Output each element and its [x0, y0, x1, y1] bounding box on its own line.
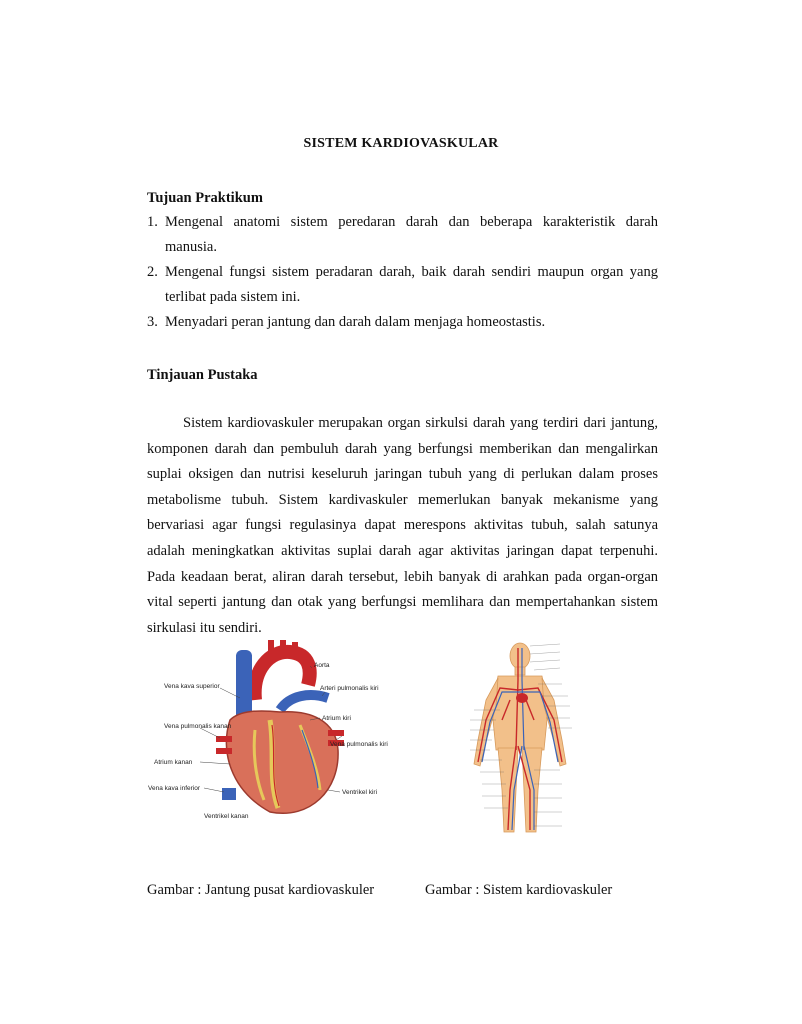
list-item: [147, 260, 658, 310]
heart-illustration: [148, 640, 390, 830]
objectives-list: [147, 210, 658, 335]
list-item-text: Menyadari peran jantung dan darah dalam menjaga homeostastis.: [165, 314, 546, 330]
label-vena-kava-inferior: Vena kava inferior: [148, 785, 201, 792]
label-ventrikel-kiri: Ventrikel kiri: [342, 789, 378, 796]
section-heading-tujuan: Tujuan Praktikum: [147, 190, 263, 206]
vena-kava-superior-shape: [236, 650, 252, 720]
label-ventrikel-kanan: Ventrikel kanan: [204, 813, 249, 820]
vena-kava-inferior-shape: [222, 788, 236, 800]
label-vena-pulmonalis-kiri: Vena pulmonalis kiri: [330, 741, 388, 748]
caption-heart: Gambar : Jantung pusat kardiovaskuler: [147, 882, 375, 898]
label-vena-pulmonalis-kanan: Vena pulmonalis kanan: [164, 723, 232, 730]
heart-diagram: [148, 640, 390, 830]
list-item: [147, 210, 658, 260]
body-diagram: [430, 640, 610, 840]
label-arteri-pulmonalis-kiri: Arteri pulmonalis kiri: [320, 685, 379, 692]
list-item-number: 3.: [147, 314, 158, 330]
label-vena-kava-superior: Vena kava superior: [164, 683, 220, 690]
vena-pulmonalis-shape: [216, 736, 232, 742]
list-item-number: 1.: [147, 214, 158, 230]
heart-mini-shape: [516, 693, 528, 703]
body-silhouette-shape: [474, 643, 566, 832]
list-item-text: Mengenal anatomi sistem peredaran darah dan beberapa karakteristik darah manusia.: [165, 214, 658, 255]
pulmonary-artery-shape: [280, 695, 328, 710]
page-title: SISTEM KARDIOVASKULAR: [303, 136, 499, 151]
list-item: [147, 310, 658, 335]
heart-body-shape: [226, 711, 338, 813]
body-paragraph: Sistem kardiovaskuler merupakan organ sirkulsi darah yang terdiri dari jantung, komponen darah dan pembuluh darah yang berfungsi memberikan dan mengalirkan suplai oksigen dan nutrisi keseluruh jaringan tubuh yang di perlukan dalam proses metabolisme tubuh. Sistem kardivaskuler memerlukan banyak mekanisme yang bervariasi agar fungsi regulasinya dapat merespons aktivitas tubuh, salah satunya adalah meningkatkan aktivitas suplai darah agar aktivitas jaringan dapat terpenuhi. Pada keadaan berat, aliran darah tersebut, lebih banyak di arahkan pada organ-organ vital seperti jantung dan otak yang berfungsi memlihara dan mempertahankan sistem sirkulasi itu sendiri.: [147, 415, 658, 636]
caption-body: Gambar : Sistem kardiovaskuler: [425, 882, 613, 898]
vena-pulmonalis-shape: [216, 748, 232, 754]
body-circulation-illustration: [430, 640, 610, 840]
label-atrium-kanan: Atrium kanan: [154, 759, 193, 766]
label-aorta: Aorta: [314, 662, 330, 669]
list-item-text: Mengenal fungsi sistem peradaran darah, baik darah sendiri maupun organ yang terlibat pada sistem ini.: [165, 264, 658, 305]
section-heading-tinjauan: Tinjauan Pustaka: [147, 367, 258, 383]
aorta-branch-shape: [280, 640, 286, 654]
label-atrium-kiri: Atrium kiri: [322, 715, 351, 722]
vena-pulmonalis-shape: [328, 730, 344, 736]
aorta-branch-shape: [268, 640, 274, 658]
list-item-number: 2.: [147, 264, 158, 280]
aorta-branch-shape: [292, 642, 298, 656]
